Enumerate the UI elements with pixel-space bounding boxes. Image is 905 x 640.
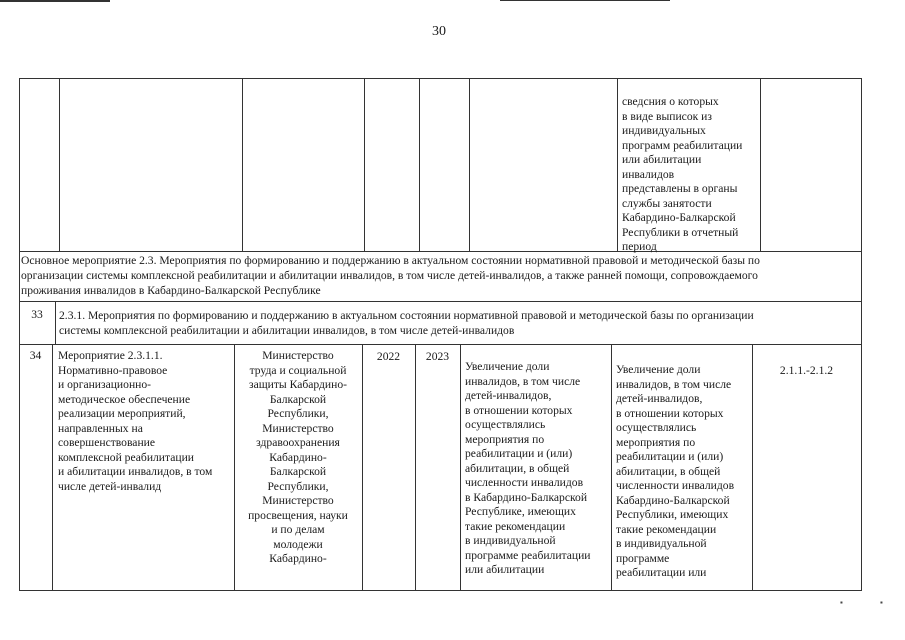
section-header-line: Основное мероприятие 2.3. Мероприятия по формированию и поддержанию в актуальном состоянии нормативной правовой и методической базы по [21, 254, 760, 267]
table-rule [19, 344, 862, 345]
measure-title-line: 2.3.1. Мероприятия по формированию и поддержанию в актуальном состоянии нормативной правовой и методической базы по организации [59, 309, 754, 322]
column-divider [469, 78, 470, 251]
scan-speck: ▪ [840, 598, 843, 607]
scan-edge-line [500, 0, 670, 1]
page-number: 30 [432, 24, 446, 39]
table-rule [19, 301, 862, 302]
expected-result: Увеличение доли инвалидов, в том числе детей-инвалидов, в отношении которых осуществлялись мероприятия по реабилитации и (или) абилитации, в общей численности инвалидов в Кабардино-Балкарской Республике, имеющих такие рекомендации в индивидуальной программе реабилитации или абилитации [465, 360, 591, 576]
table-rule [19, 590, 862, 591]
column-divider [419, 78, 420, 251]
column-divider [364, 78, 365, 251]
plan-table [19, 78, 862, 590]
table-border [861, 78, 862, 590]
column-divider [752, 344, 753, 590]
column-divider [59, 78, 60, 251]
column-divider [611, 344, 612, 590]
column-divider [52, 344, 53, 590]
section-header-line: организации системы комплексной реабилитации и абилитации инвалидов, в том числе детей-инвалидов, а также ранней помощи, сопровождаемого [21, 269, 758, 282]
result-text-continued: сведсния о которых в виде выписок из индивидуальных программ реабилитации или абилитации инвалидов представлены в органы службы занятости Кабардино-Балкарской Республики в отчетный период [622, 95, 743, 253]
column-divider [760, 78, 761, 251]
scan-edge-line [0, 0, 110, 2]
column-divider [362, 344, 363, 590]
scan-speck: ▪ [880, 598, 883, 607]
indicator-text: Увеличение доли инвалидов, в том числе детей-инвалидов, в отношении которых осуществлялись мероприятия по реабилитации и (или) абилитации, в общей численности инвалидов Кабардино-Балкарской Республики, имеющих такие рекомендации в индивидуальной программе реабилитации или [616, 363, 735, 579]
measure-description: Мероприятие 2.3.1.1. Нормативно-правовое и организационно- методическое обеспечение реализации мероприятий, направленных на совершенствование комплексной реабилитации и абилитации инвалидов, в том числе детей-инвалид [58, 349, 213, 493]
table-rule [19, 78, 862, 79]
column-divider [415, 344, 416, 590]
indicator-link: 2.1.1.-2.1.2 [779, 364, 834, 377]
table-border [19, 78, 20, 590]
column-divider [242, 78, 243, 251]
row-number: 33 [31, 308, 43, 321]
column-divider [460, 344, 461, 590]
column-divider [55, 301, 56, 344]
measure-title-line: системы комплексной реабилитации и абилитации инвалидов, в том числе детей-инвалидов [59, 324, 515, 337]
section-header-line: проживания инвалидов в Кабардино-Балкарской Республике [21, 284, 321, 297]
row-number: 34 [29, 349, 42, 362]
executor-list: Министерство труда и социальной защиты Кабардино- Балкарской Республики, Министерство здравоохранения Кабардино- Балкарской Республики, Министерство просвещения, науки и по делам молодежи Кабардино- [248, 349, 348, 565]
end-year: 2023 [425, 350, 450, 363]
start-year: 2022 [376, 350, 401, 363]
column-divider [617, 78, 618, 251]
